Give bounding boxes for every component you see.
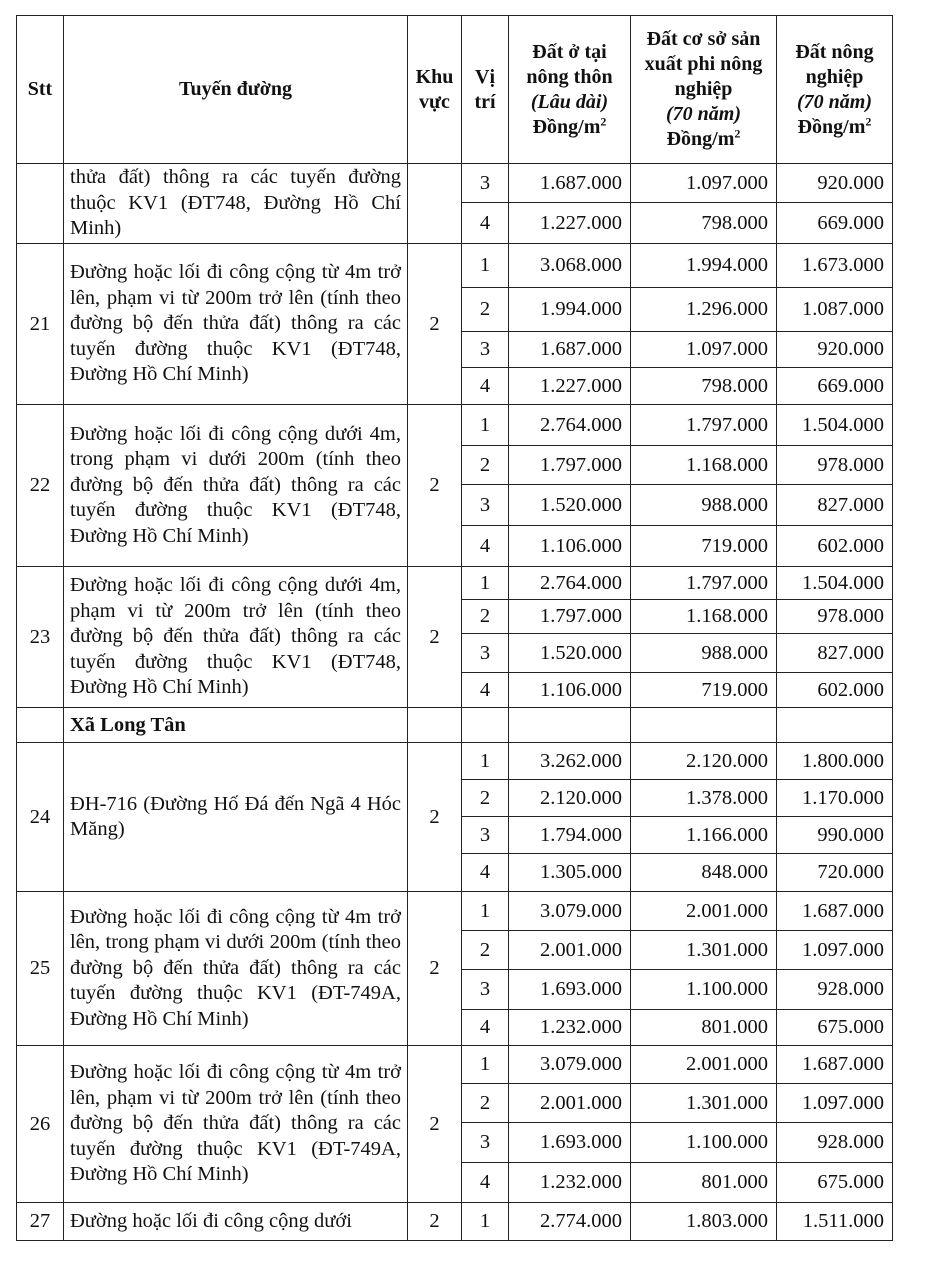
production-price: 1.100.000 [631,1123,777,1163]
production-price: 798.000 [631,203,777,244]
production-price: 798.000 [631,368,777,405]
residential-price: 1.227.000 [509,368,631,405]
residential-price: 2.764.000 [509,405,631,446]
residential-price: 2.120.000 [509,780,631,817]
row-route-name: ĐH-716 (Đường Hố Đá đến Ngã 4 Hóc Măng) [64,743,408,892]
residential-price: 1.693.000 [509,970,631,1010]
position-cell: 2 [462,780,509,817]
position-cell: 1 [462,567,509,600]
production-price: 801.000 [631,1010,777,1046]
table-row [17,405,893,446]
table-row [17,164,893,203]
header-agricultural-line2: nghiệp [805,65,864,88]
row-stt: 25 [17,892,64,1046]
table-body [17,164,893,1241]
agricultural-price: 675.000 [777,1163,893,1203]
agricultural-price: 602.000 [777,526,893,567]
unit-text: Đồng/m [797,115,866,138]
header-position-line1: Vị [475,65,495,88]
position-cell: 3 [462,1123,509,1163]
header-production-line1: Đất cơ sở sản [646,28,761,50]
row-area: 2 [408,405,462,567]
production-price: 1.378.000 [631,780,777,817]
position-cell: 1 [462,743,509,780]
production-price: 2.120.000 [631,743,777,780]
production-price: 2.001.000 [631,892,777,931]
agricultural-price: 920.000 [777,332,893,368]
residential-price: 1.232.000 [509,1010,631,1046]
position-cell: 2 [462,1084,509,1123]
position-cell: 4 [462,203,509,244]
row-route-name: thửa đất) thông ra các tuyến đường thuộc KV1 (ĐT748, Đường Hồ Chí Minh) [64,164,408,244]
row-stt: 24 [17,743,64,892]
production-price: 1.100.000 [631,970,777,1010]
table-row [17,892,893,931]
section-empty-cell [462,708,509,743]
table-row [17,1046,893,1084]
header-agricultural-line1: Đất nông [795,40,874,63]
header-position [462,16,509,164]
production-price: 2.001.000 [631,1046,777,1084]
production-price: 1.097.000 [631,332,777,368]
production-price: 1.097.000 [631,164,777,203]
table-row [17,567,893,600]
agricultural-price: 720.000 [777,854,893,892]
header-residential-term: (Lâu dài) [530,90,609,113]
agricultural-price: 1.687.000 [777,1046,893,1084]
agricultural-price: 827.000 [777,634,893,673]
residential-price: 2.001.000 [509,931,631,970]
row-area: 2 [408,743,462,892]
residential-price: 3.068.000 [509,244,631,288]
position-cell: 3 [462,164,509,203]
agricultural-price: 675.000 [777,1010,893,1046]
agricultural-price: 827.000 [777,485,893,526]
row-area: 2 [408,244,462,405]
header-position-line2: trí [474,90,496,113]
residential-price: 3.079.000 [509,1046,631,1084]
production-price: 1.166.000 [631,817,777,854]
production-price: 1.803.000 [631,1203,777,1241]
production-price: 719.000 [631,673,777,708]
header-residential-line1: Đất ở tại [532,40,607,63]
position-cell: 2 [462,600,509,634]
agricultural-price: 1.504.000 [777,405,893,446]
position-cell: 3 [462,332,509,368]
production-price: 848.000 [631,854,777,892]
agricultural-price: 920.000 [777,164,893,203]
residential-price: 3.262.000 [509,743,631,780]
row-route-name: Đường hoặc lối đi công cộng từ 4m trở lên, phạm vi từ 200m trở lên (tính theo đường bộ đến thửa đất) thông ra các tuyến đường thuộc KV1 (ĐT-749A, Đường Hồ Chí Minh) [64,1046,408,1203]
header-production-unit [633,127,774,152]
row-area: 2 [408,1203,462,1241]
position-cell: 4 [462,526,509,567]
unit-sup: 2 [865,113,872,128]
land-price-table [16,15,893,1241]
section-stt-cell [17,708,64,743]
position-cell: 1 [462,1203,509,1241]
agricultural-price: 928.000 [777,970,893,1010]
header-residential-line2: nông thôn [526,65,613,88]
agricultural-price: 1.097.000 [777,931,893,970]
row-route-name: Đường hoặc lối đi công cộng từ 4m trở lên, phạm vi từ 200m trở lên (tính theo đường bộ đến thửa đất) thông ra các tuyến đường thuộc KV1 (ĐT748, Đường Hồ Chí Minh) [64,244,408,405]
header-production-line3: nghiệp [674,78,733,100]
production-price: 801.000 [631,1163,777,1203]
position-cell: 1 [462,892,509,931]
row-route-name: Đường hoặc lối đi công cộng dưới 4m, trong phạm vi dưới 200m (tính theo đường bộ đến thửa đất) thông ra các tuyến đường thuộc KV1 (ĐT748, Đường Hồ Chí Minh) [64,405,408,567]
position-cell: 1 [462,244,509,288]
position-cell: 3 [462,634,509,673]
row-area: 2 [408,567,462,708]
table-row [17,244,893,288]
position-cell: 4 [462,673,509,708]
agricultural-price: 1.170.000 [777,780,893,817]
row-stt: 26 [17,1046,64,1203]
production-price: 1.797.000 [631,567,777,600]
row-stt: 27 [17,1203,64,1241]
position-cell: 4 [462,854,509,892]
residential-price: 1.797.000 [509,600,631,634]
production-price: 1.168.000 [631,600,777,634]
header-route: Tuyến đường [64,16,408,164]
agricultural-price: 1.673.000 [777,244,893,288]
residential-price: 1.520.000 [509,485,631,526]
unit-sup: 2 [600,113,607,128]
agricultural-price: 1.511.000 [777,1203,893,1241]
agricultural-price: 669.000 [777,368,893,405]
production-price: 1.168.000 [631,446,777,485]
agricultural-price: 1.087.000 [777,288,893,332]
table-row [17,1203,893,1241]
row-area: 2 [408,1046,462,1203]
residential-price: 1.797.000 [509,446,631,485]
production-price: 988.000 [631,634,777,673]
residential-price: 1.227.000 [509,203,631,244]
header-residential-unit [511,115,628,140]
residential-price: 1.687.000 [509,332,631,368]
residential-price: 1.232.000 [509,1163,631,1203]
agricultural-price: 669.000 [777,203,893,244]
residential-price: 1.994.000 [509,288,631,332]
row-stt: 22 [17,405,64,567]
position-cell: 1 [462,1046,509,1084]
agricultural-price: 978.000 [777,446,893,485]
agricultural-price: 1.097.000 [777,1084,893,1123]
row-stt [17,164,64,244]
section-empty-cell [408,708,462,743]
section-empty-cell [509,708,631,743]
header-area [408,16,462,164]
position-cell: 3 [462,817,509,854]
header-production [631,16,777,164]
production-price: 1.301.000 [631,931,777,970]
row-stt: 21 [17,244,64,405]
production-price: 719.000 [631,526,777,567]
residential-price: 1.693.000 [509,1123,631,1163]
agricultural-price: 978.000 [777,600,893,634]
row-stt: 23 [17,567,64,708]
row-route-name: Đường hoặc lối đi công cộng dưới 4m, phạm vi từ 200m trở lên (tính theo đường bộ đến thửa đất) thông ra các tuyến đường thuộc KV1 (ĐT748, Đường Hồ Chí Minh) [64,567,408,708]
production-price: 1.797.000 [631,405,777,446]
residential-price: 1.106.000 [509,526,631,567]
header-area-line2: vực [419,90,450,113]
header-production-line2: xuất phi nông [644,53,763,75]
row-area: 2 [408,892,462,1046]
row-route-name: Đường hoặc lối đi công cộng từ 4m trở lên, trong phạm vi dưới 200m (tính theo đường bộ đến thửa đất) thông ra các tuyến đường thuộc KV1 (ĐT-749A, Đường Hồ Chí Minh) [64,892,408,1046]
position-cell: 4 [462,1163,509,1203]
residential-price: 2.774.000 [509,1203,631,1241]
position-cell: 2 [462,931,509,970]
agricultural-price: 928.000 [777,1123,893,1163]
header-residential [509,16,631,164]
section-row [17,708,893,743]
section-empty-cell [631,708,777,743]
agricultural-price: 1.687.000 [777,892,893,931]
position-cell: 4 [462,368,509,405]
production-price: 988.000 [631,485,777,526]
production-price: 1.296.000 [631,288,777,332]
position-cell: 4 [462,1010,509,1046]
agricultural-price: 602.000 [777,673,893,708]
agricultural-price: 990.000 [777,817,893,854]
header-agricultural-term: (70 năm) [797,90,872,113]
residential-price: 1.794.000 [509,817,631,854]
residential-price: 1.305.000 [509,854,631,892]
table-row [17,743,893,780]
residential-price: 1.687.000 [509,164,631,203]
header-agricultural [777,16,893,164]
position-cell: 2 [462,288,509,332]
residential-price: 2.001.000 [509,1084,631,1123]
position-cell: 2 [462,446,509,485]
residential-price: 2.764.000 [509,567,631,600]
section-title: Xã Long Tân [64,708,408,743]
agricultural-price: 1.504.000 [777,567,893,600]
position-cell: 1 [462,405,509,446]
residential-price: 1.520.000 [509,634,631,673]
unit-text: Đồng/m [532,115,601,138]
row-area [408,164,462,244]
residential-price: 3.079.000 [509,892,631,931]
table-header-row [17,16,893,164]
unit-sup: 2 [734,126,741,141]
row-route-name: Đường hoặc lối đi công cộng dưới [64,1203,408,1241]
section-empty-cell [777,708,893,743]
position-cell: 3 [462,485,509,526]
header-stt: Stt [17,16,64,164]
production-price: 1.994.000 [631,244,777,288]
residential-price: 1.106.000 [509,673,631,708]
header-agricultural-unit [779,115,890,140]
agricultural-price: 1.800.000 [777,743,893,780]
production-price: 1.301.000 [631,1084,777,1123]
unit-text: Đồng/m [666,128,735,150]
header-area-line1: Khu [415,65,454,88]
position-cell: 3 [462,970,509,1010]
header-production-term: (70 năm) [666,103,741,125]
